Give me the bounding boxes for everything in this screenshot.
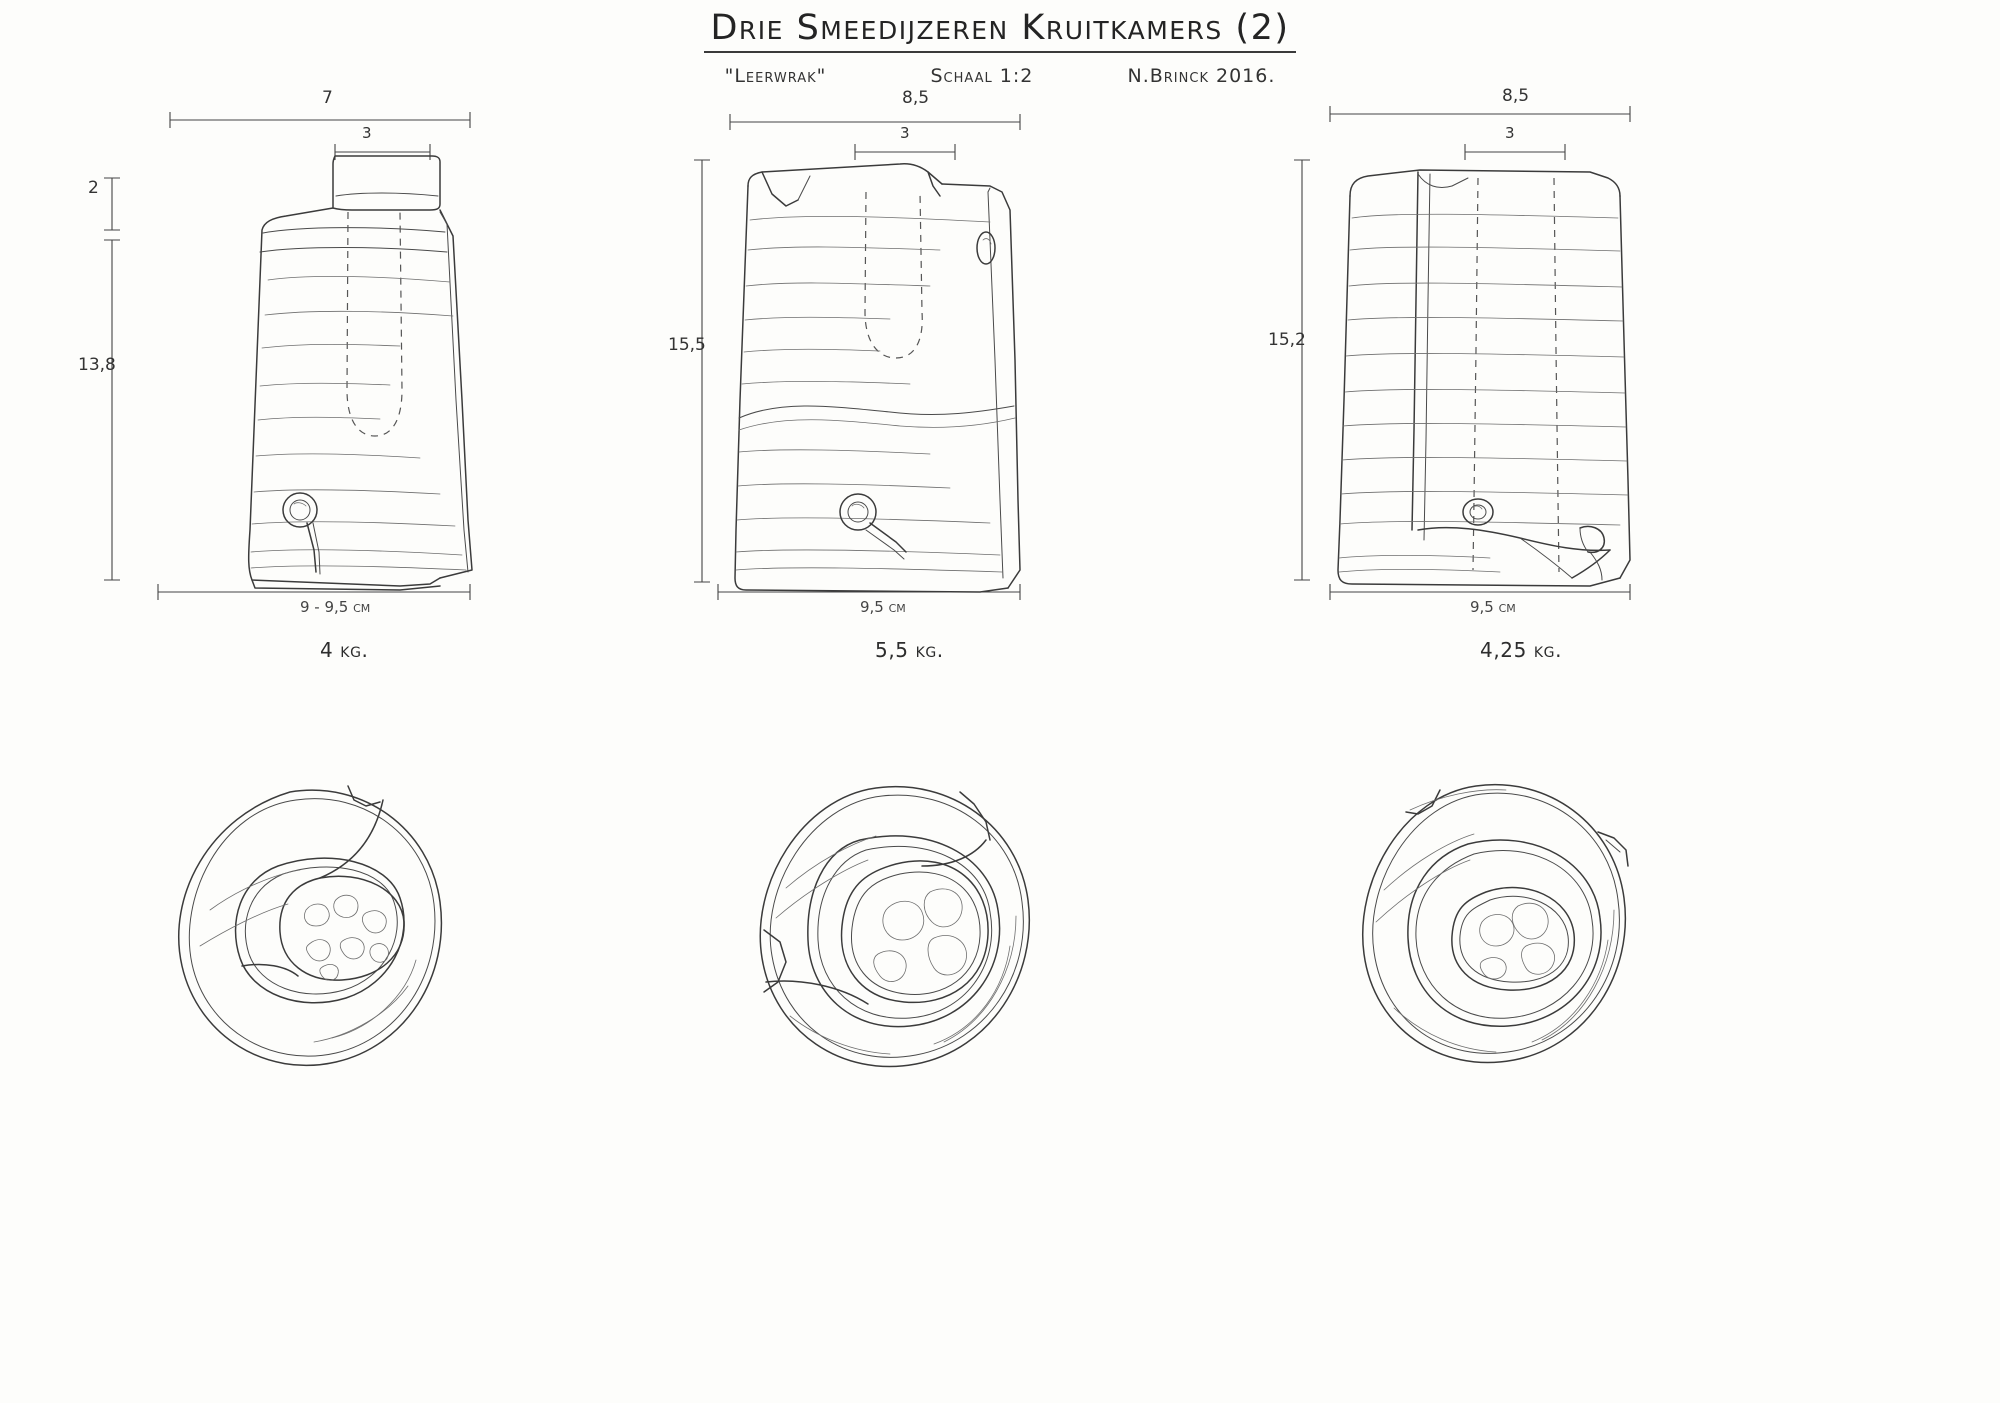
figure-chamber-3 [1268, 86, 1730, 662]
subtitle-scale: Schaal 1:2 [930, 65, 1034, 87]
dim-bore-width-1: 3 [362, 124, 372, 142]
dim-top-width-1: 7 [322, 88, 333, 108]
elevation-drawing-1 [100, 100, 540, 620]
elevation-drawing-3 [1290, 100, 1730, 620]
figure-chamber-2 [668, 88, 1130, 662]
subtitle-site: "Leerwrak" [724, 65, 827, 87]
plan-drawing-3 [1290, 770, 1730, 1110]
plan-view-chamber-2 [690, 770, 1130, 1110]
dim-neck-height-1: 2 [88, 178, 99, 198]
plan-drawing-1 [100, 770, 540, 1110]
plan-drawing-2 [690, 770, 1130, 1110]
elevation-drawing-2 [690, 100, 1130, 620]
title-block [0, 8, 2000, 87]
dim-side-height-2: 15,5 [668, 335, 706, 355]
dim-bore-width-3: 3 [1505, 124, 1515, 142]
figure-chamber-1 [78, 88, 540, 662]
dim-top-width-3: 8,5 [1502, 86, 1530, 106]
dim-top-width-2: 8,5 [902, 88, 930, 108]
subtitle-row [0, 65, 2000, 87]
dim-base-width-1: 9 - 9,5 cm [300, 598, 371, 616]
subtitle-author: N.Brinck 2016. [1127, 65, 1276, 87]
plan-view-chamber-3 [1290, 770, 1730, 1110]
weight-label-2: 5,5 kg. [875, 638, 944, 662]
weight-label-3: 4,25 kg. [1480, 638, 1563, 662]
weight-label-1: 4 kg. [320, 638, 369, 662]
dim-bore-width-2: 3 [900, 124, 910, 142]
page-title: Drie Smeedijzeren Kruitkamers (2) [704, 8, 1295, 53]
plan-view-chamber-1 [100, 770, 540, 1110]
dim-base-width-3: 9,5 cm [1470, 598, 1516, 616]
dim-side-height-1: 13,8 [78, 355, 116, 375]
dim-side-height-3: 15,2 [1268, 330, 1306, 350]
dim-base-width-2: 9,5 cm [860, 598, 906, 616]
